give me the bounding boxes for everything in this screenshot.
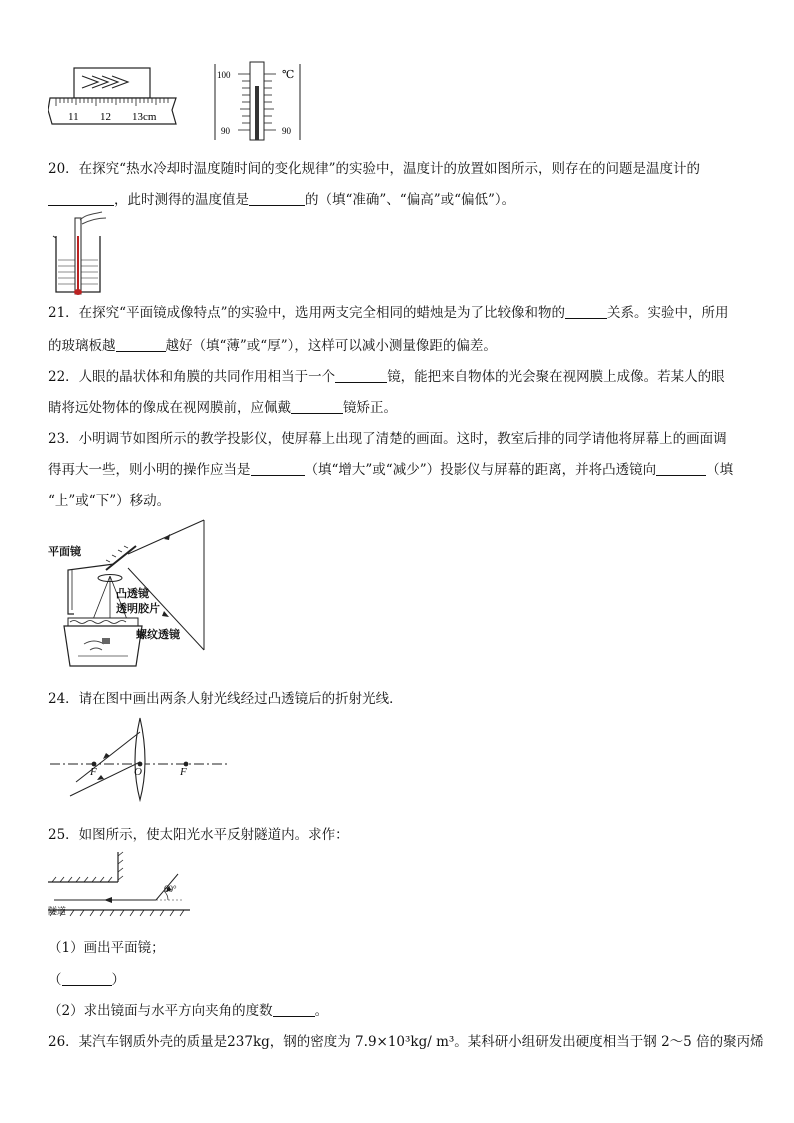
q22-text-2a: 睛将远处物体的像成在视网膜前，应佩戴 (48, 400, 291, 416)
q25-sub2 (48, 1001, 328, 1021)
q25-text-2a: （2）求出镜面与水平方向夹角的度数 (48, 1003, 273, 1019)
q20-blank-1[interactable] (48, 191, 114, 206)
ruler-tick-12: 12 (100, 111, 111, 123)
thermometer-label-100: 100 (217, 70, 231, 80)
q22-blank-1[interactable] (335, 368, 387, 383)
beaker-thermometer-figure (50, 210, 112, 296)
q25-paren-open: （ (48, 972, 62, 988)
q24-line1: 24．请在图中画出两条人射光线经过凸透镜后的折射光线． (48, 691, 403, 707)
lens-label-o: O (134, 766, 142, 778)
q22-line2 (48, 398, 397, 418)
q25-blank-1[interactable] (62, 971, 112, 986)
q20-text-2b: 的（填“准确”、“偏高”或“偏低”）。 (305, 192, 516, 208)
q21-line2 (48, 336, 497, 356)
projector-label-convex-lens: 凸透镜 (116, 587, 149, 600)
ruler-tick-11: 11 (68, 111, 79, 123)
q23-line3: “上”或“下”）移动。 (48, 493, 171, 509)
q22-text-2b: 镜矫正。 (343, 400, 397, 416)
projector-label-screw-lens: 螺纹透镜 (136, 628, 180, 641)
lens-label-f-left: F (90, 766, 97, 778)
q23-blank-2[interactable] (656, 461, 706, 476)
q25-sub1: （1）画出平面镜； (48, 940, 165, 956)
q21-text-1b: 关系。实验中，所用 (606, 305, 729, 321)
tunnel-label: 隧道 (48, 907, 67, 917)
q25-sub1-answer (48, 970, 125, 990)
q20-blank-2[interactable] (249, 191, 305, 206)
q25-paren-close: ） (111, 972, 125, 988)
q23-text-2b: （填“增大”或“减少”）投影仪与屏幕的距离，并将凸透镜向 (304, 462, 657, 478)
thermometer-label-90-left: 90 (221, 126, 230, 136)
projector-label-mirror: 平面镜 (48, 545, 81, 558)
q23-text-2a: 得再大一些，则小明的操作应当是 (48, 462, 251, 478)
q22-text-1a: 22．人眼的晶状体和角膜的共同作用相当于一个 (48, 369, 336, 385)
q26-line1: 26．某汽车钢质外壳的质量是237kg，钢的密度为 7.9×10³kg/ m³。某科研小组研发出硬度相当于钢 2～5 倍的聚丙烯 (48, 1034, 764, 1050)
q21-text-2a: 的玻璃板越 (48, 338, 116, 354)
q21-line1 (48, 303, 728, 323)
q25-line1: 25．如图所示，使太阳光水平反射隧道内。求作： (48, 827, 349, 843)
convex-lens-figure (48, 716, 230, 802)
q21-blank-1[interactable] (565, 304, 607, 319)
q22-line1 (48, 367, 725, 387)
ruler-figure (48, 66, 178, 134)
q25-blank-2[interactable] (273, 1002, 315, 1017)
thermometer-figure (212, 60, 304, 142)
q23-line1: 23．小明调节如图所示的教学投影仪，使屏幕上出现了清楚的画面。这时，教室后排的同学请他将屏幕上的画面调 (48, 431, 727, 447)
q23-line2 (48, 460, 733, 480)
q22-text-1b: 镜，能把来自物体的光会聚在视网膜上成像。若某人的眼 (387, 369, 725, 385)
q21-text-1a: 21．在探究“平面镜成像特点”的实验中，选用两支完全相同的蜡烛是为了比较像和物的 (48, 305, 565, 321)
q20-text-2a: ，此时测得的温度值是 (114, 192, 249, 208)
tunnel-angle-label: 60° (164, 884, 177, 894)
thermometer-unit: ℃ (282, 69, 295, 81)
q22-blank-2[interactable] (291, 399, 343, 414)
q23-blank-1[interactable] (251, 461, 305, 476)
q21-text-2b: 越好（填“薄”或“厚”），这样可以减小测量像距的偏差。 (165, 338, 497, 354)
q20-line2 (48, 190, 515, 210)
ruler-tick-13cm: 13cm (132, 111, 157, 123)
q25-text-2b: 。 (314, 1003, 329, 1019)
q23-text-2c: （填 (706, 462, 734, 478)
q20-line1: 20．在探究“热水冷却时温度随时间的变化规律”的实验中，温度计的放置如图所示，则存在的问题是温度计的 (48, 161, 700, 177)
lens-label-f-right: F (180, 766, 187, 778)
projector-label-slide: 透明胶片 (116, 602, 160, 615)
q21-blank-2[interactable] (116, 337, 166, 352)
thermometer-label-90-right: 90 (282, 126, 291, 136)
